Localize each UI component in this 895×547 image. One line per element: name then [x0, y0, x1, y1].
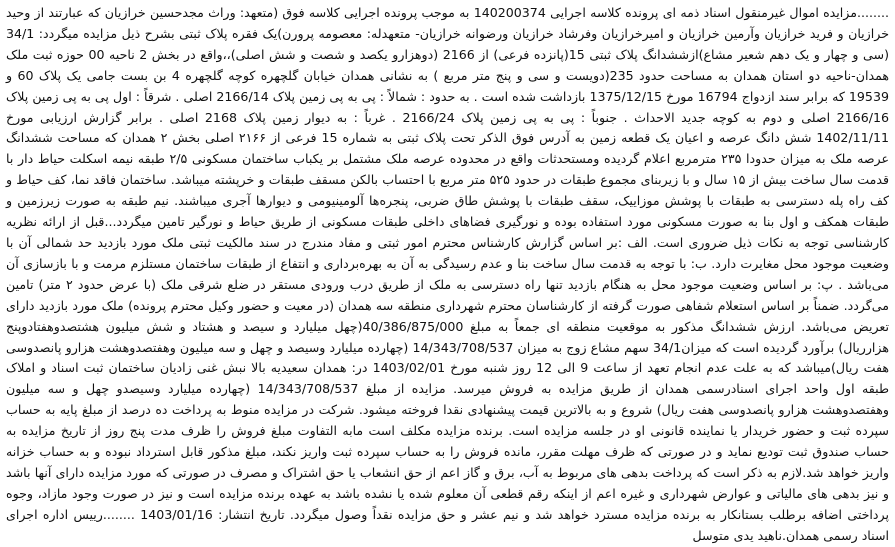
auction-notice-text: ........مزایده اموال غیرمنقول اسناد ذمه ای پرونده کلاسه اجرایی 140200374 به موجب پرونده اجرایی کلاسه فوق (متعهد: وراث مجدحسین خرازیان که عبارتند از وحید خرازیان و فرید خرازیان وآرمین خرازیان و امیرخرازیان وفرشاد خرازیان ورضوانه خرازیان- متعهدله: معصومه پرورن)یک فقره پلاک ثبتی بشرح ذیل مزایده میگردد: 34/1 (سی و چهار و یک دهم شعیر مشاع)ازششدانگ پلاک ثبتی 15(پانزده فرعی) از 2166 (دوهزارو یکصد و شصت و شش اصلی)،،واقع در بخش 2 ناحیه 00 حوزه ثبت ملک همدان-ناحیه دو استان همدان به مساحت حدود 235(دویست و سی و پنج متر مربع ) به نشانی همدان خیابان گلچهره کوچه گلچهره 4 بن بست جامی یک پلاک 60 و 19539 که برابر سند ازدواج 16794 مورخ 1375/12/15 بازداشت شده است . به حدود : شمالاً : پی به پی زمین پلاک 2166/14 اصلی . شرقاً : اول پی به پی زمین پلاک 2166/16 اصلی و دوم به کوچه جدید الاحداث . جنوباً : پی به پی زمین پلاک 2166/24 . غرباً : به دیوار زمین پلاک 2168 اصلی . برابر گزارش ارزیابی مورخ 1402/11/11 شش دانگ عرصه و اعیان یک قطعه زمین به آدرس فوق الذکر تحت پلاک ثبتی به شماره 15 فرعی از ۲۱۶۶ اصلی بخش ۲ همدان که مساحت ششدانگ عرصه ملک به میزان حدودا ۲۳۵ مترمربع اعلام گردیده ومستحدثات واقع در محدوده عرصه ملک مشتمل بر یکباب ساختمان مسکونی ۲/۵ طبقه نیمه اسکلت حیاط دار با قدمت سال ساخت بیش از ۱۵ سال و با زیربنای مجموع طبقات در حدود ۵۲۵ متر مربع با احتساب بالکن مسقف طبقات و خرپشته میباشد. ساختمان فاقد نما، کف حیاط و کف راه پله دسترسی به طبقات با پوشش موزاییک، سقف طبقات با پوشش طاق ضربی، پنجره‌ها آلومینیومی و دیوارها آجری میباشند. نیم طبقه به صورت زیرزمین و طبقات همکف و اول بنا به صورت مسکونی مورد استفاده بوده و نورگیری فضاهای داخلی طبقات مسکونی از طریق حیاط و نورگیر تامین میگردد...قبل از ارائه نظریه کارشناسی توجه به نکات ذیل ضروری است. الف :بر اساس گزارش کارشناس محترم امور ثبتی و مفاد مندرج در سند مالکیت ثبتی ملک مورد بازدید حد شمالی آن با وضعیت موجود محل مغایرت دارد. ب: با توجه به قدمت سال ساخت بنا و عدم رسیدگی به آن به بهره‌برداری و انتفاع از طبقات ساختمان مستلزم مرمت و با بازسازی آن می‌باشد . پ: بر اساس وضعیت موجود محل به هنگام بازدید تنها راه دسترسی به ملک از طریق درب ورودی مستقر در ضلع شرقی ملک (با عرض حدود ۲ متر) تامین می‌گردد. ضمناً بر اساس استعلام شفاهی صورت گرفته از کارشناسان محترم شهرداری منطقه سه همدان (در معیت و حضور وکیل محترم پرونده) ملک مورد بازدید دارای تعریض می‌باشد. ارزش ششدانگ مذکور به موقعیت منطقه ای جمعاً به مبلغ 40/386/875/000(چهل میلیارد و سیصد و هشتاد و شش میلیون هشتصدوهفتادوپنج هزارریال) برآورد گردیده است که میزان34/1 سهم مشاع زوج به میزان 14/343/708/537 (چهارده میلیارد وسیصد و چهل و سه میلیون وهفتصدوهشت هزارو پانصدوسی هفت ریال)میباشد که به علت عدم انجام تعهد از ساعت 9 الی 12 روز شنبه مورخ 1403/02/01 در: همدان سعیدیه بالا نبش غنی زادیان ساختمان ثبت اسناد و املاک طبقه اول واحد اجرای اسنادرسمی همدان از طریق مزایده به فروش میرسد. مزایده از مبلغ 14/343/708/537 (چهارده میلیارد وسیصدو چهل و سه میلیون وهفتصدوهشت هزارو پانصدوسی هفت ریال) شروع و به بالاترین قیمت پیشنهادی نقدا فروخته میشود. شرکت در مزایده منوط به پرداخت ده درصد از مبلغ پایه به حساب سپرده ثبت و حضور خریدار یا نماینده قانونی او در جلسه مزایده است. برنده مزایده مکلف است مابه التفاوت مبلغ فروش را ظرف مدت پنج روز از تاریخ مزایده به حساب صندوق ثبت تودیع نماید و در صورتی که ظرف مهلت مقرر، مانده فروش را به حساب سپرده ثبت واریز نکند، مبلغ مذکور قابل استرداد نبوده و به حساب خزانه واریز خواهد شد.لازم به ذکر است که پرداخت بدهی های مربوط به آب، برق و گاز اعم از حق انشعاب یا حق اشتراک و مصرف در صورتی که مورد مزایده دارای آنها باشد و نیز بدهی های مالیاتی و عوارض شهرداری و غیره اعم از اینکه رقم قطعی آن معلوم شده یا نشده باشد به عهده برنده مزایده است و نیز در صورت وجود مازاد، وجوه پرداختی اضافه برطلب بستانکار به برنده مزایده مسترد خواهد شد و نیم عشر و حق مزایده نقداً وصول میگردد. تاریخ انتشار: 1403/01/16 ........رییس اداره اجرای اسناد رسمی همدان.ناهید یدی متوسل	[6, 5, 890, 543]
